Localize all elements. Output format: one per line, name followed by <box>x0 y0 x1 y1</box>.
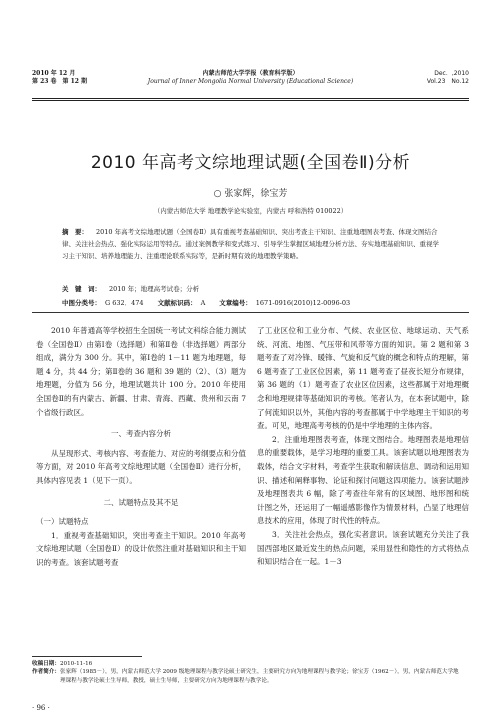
issue-date: 2010 年 12 月 <box>32 70 76 77</box>
article-id-label: 文章编号： <box>219 299 252 307</box>
page-number: · 96 · <box>32 704 50 712</box>
feature1-paragraph: 1．重视考查基础知识，突出考查主干知识。2010 年高考文综地理试题（全国卷Ⅱ）的设计依然注重对基础知识和主干知识的考查。该套试题考查 <box>36 530 246 567</box>
author-bio-label: 作者简介： <box>32 669 60 676</box>
clc-label: 中图分类号： <box>62 299 101 307</box>
keywords <box>62 284 199 293</box>
footnote <box>32 660 461 685</box>
received-date: 2010-11-16 <box>59 661 93 667</box>
body-column-left <box>36 324 246 570</box>
received-label: 收稿日期： <box>32 661 60 667</box>
keywords-text: 2010 年；地理高考试卷；分析 <box>109 285 200 293</box>
abstract <box>62 226 439 262</box>
header-double-rule <box>32 98 469 101</box>
body-column-right <box>257 324 469 569</box>
abstract-label: 摘 要： <box>62 228 88 236</box>
section-heading-2: 二、试题特点及其不足 <box>103 497 179 507</box>
author-bio-row <box>32 668 461 685</box>
running-header <box>32 70 469 96</box>
doc-code-label: 文献标识码： <box>157 299 197 307</box>
issue-volume-en: Vol.23 No.12 <box>426 78 469 85</box>
journal-name-block <box>32 70 469 86</box>
article-title: 2010 年高考文综地理试题(全国卷Ⅱ)分析 <box>90 153 411 173</box>
section1-paragraph: 从呈现形式、考核内容、考查能力、对应的考纲要点和分值等方面，对 2010 年高考文综地理试题（全国卷Ⅱ）进行分析，具体内容见表 1（见下一页）。 <box>36 448 246 485</box>
journal-name-cn: 内蒙古师范大学学报（教育科学版） <box>202 70 299 77</box>
feature2-paragraph: 2．注重地理图表考查，体现文图结合。地理图表是地理信息的重要载体，是学习地理的重要工具。该套试题以地理图表为载体，结合文字材料，考查学生获取和解读信息、调动和运用知识、描述和阐释事物、论证和探讨问题这四项能力。该套试题涉及地理图表共 6 幅，除了考查往年常有的区域图、地形图和统计图之外，还运用了一幅遥感影像作为情景材料，凸显了地理信息技术的应用，体现了时代性的特点。 <box>257 434 469 526</box>
footnote-rule <box>32 656 142 657</box>
clc-value: G 632．474 <box>105 299 144 307</box>
keywords-label: 关 键 词： <box>62 285 101 293</box>
abstract-text: 2010 年高考文综地理试题（全国卷Ⅱ）具有重视考查基础知识、突出考查主干知识、注重地理图表考查、体现文图结合律、关注社会热点、强化实际运用等特点。通过案例教学和变式练习、引导学生掌握区域地理分析方法、夯实地理基础知识、重视学习主干知识、培养地理能力、注重理论联系实际等，是新时期有效的地理教学策略。 <box>62 228 439 260</box>
article-id-value: 1671-0916(2010)12-0096-03 <box>255 299 351 307</box>
doc-code-value: A <box>200 299 206 307</box>
feature3-paragraph: 3．关注社会热点，强化实者意识。该套试题充分关注了我国西部地区最近发生的热点问题，采用显性和隐性的方式将热点和知识结合在一起。1－3 <box>257 529 469 567</box>
author-affiliation: （内蒙古师范大学 地理教学论实验室，内蒙古 呼和浩特 010022） <box>153 207 348 215</box>
continued-paragraph: 了工业区位和工业分布、气候、农业区位、地球运动、天气系统、河流、地图、气压带和风带等方面的知识。第 2 题和第 3 题考查了对冷锋、暖锋、气旋和反气旋的概念和特点的理解，第 6 题考查了工业区位因素，第 11 题考查了昼夜长短分布规律，第 36 题的（1）题考查了农业区位因素，这些都属于对地理概念和地理规律等基础知识的考核。笔者认为，在本套试题中，除了何流知识以外，其他内容的考查都属于中学地理主干知识的考查。可见，地理高考考核的仍是中学地理的主体内容。 <box>257 326 469 431</box>
meta-divider <box>32 312 469 313</box>
issue-date-en-block <box>427 70 469 86</box>
issue-date-en: Dec．,2010 <box>434 70 469 77</box>
journal-name-en: Journal of Inner Mongolia Normal University (Educational Science) <box>147 78 354 85</box>
section-heading-1: 一、考查内容分析 <box>111 429 171 439</box>
issue-volume: 第 23 卷 第 12 期 <box>32 78 88 85</box>
intro-paragraph: 2010 年普通高等学校招生全国统一考试文科综合能力测试卷（全国卷Ⅱ）由第Ⅰ卷（选择题）和第Ⅱ卷（非选择题）两部分组成，满分为 300 分。其中，第Ⅰ卷的 1－11 题为地理题，每题 4 分，共 44 分；第Ⅱ卷的 36 题和 39 题的（2）、（3）题为地理题，分值为 56 分，地理试题共计 100 分。2010 年使用全国卷Ⅱ的有内蒙古、新疆、甘肃、青海、西藏、贵州和云南 7 个省级行政区。 <box>36 326 246 417</box>
author-bio-text: 张家辉（1985－），男，内蒙古师范大学 2009 级地理课程与教学论硕士研究生，主要研究方向为地理课程与教学论；徐宝芳（1962－），男，内蒙古师范大学地理课程与教学论硕士生导师，教授，硕士生导师，主要研究方向为地理课程与教学论。 <box>59 669 459 684</box>
received-row <box>32 660 461 668</box>
author-names: ○ 张家辉，徐宝芳 <box>213 189 288 199</box>
subsection-heading: （一）试题特点 <box>36 517 89 527</box>
classification-line <box>62 298 439 307</box>
